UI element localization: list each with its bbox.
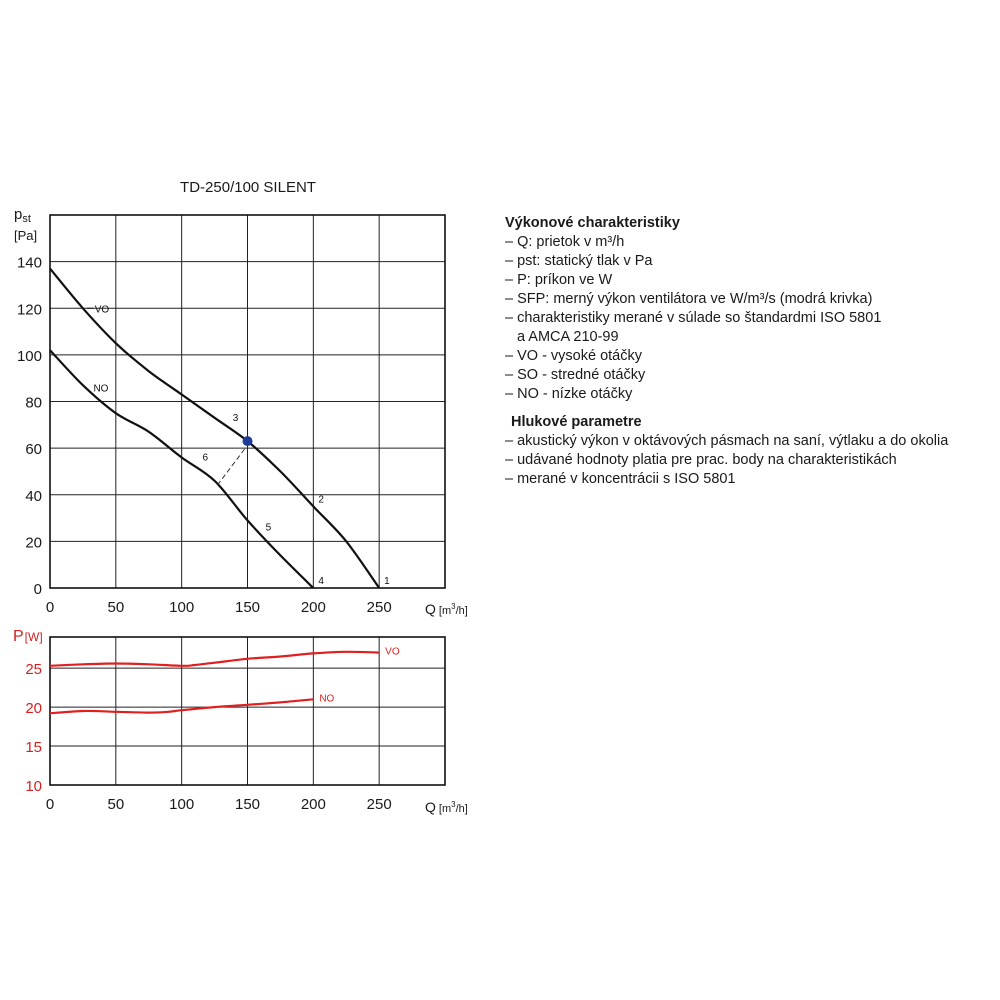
legend-item-p: – P: príkon ve W	[505, 272, 613, 288]
legend-item-standards-cont: a AMCA 210-99	[517, 329, 619, 345]
pressure-chart	[14, 179, 468, 617]
point-label: 6	[202, 452, 209, 464]
x-axis-unit-post: /h]	[455, 803, 468, 815]
y-tick-label: 20	[25, 700, 42, 718]
legend-item-pst: – pst: statický tlak v Pa	[505, 253, 653, 269]
operating-point-link	[217, 449, 244, 485]
point-label: 1	[384, 576, 390, 587]
y-tick-label: 40	[25, 487, 42, 505]
legend-item-standards: – charakteristiky merané v súlade so štandardmi ISO 5801	[505, 310, 882, 326]
y-tick-label: 15	[25, 739, 42, 757]
chart-title: TD-250/100 SILENT	[180, 179, 316, 196]
x-tick-label: 0	[45, 599, 55, 616]
x-tick-label: 50	[107, 599, 125, 616]
legend-item-vo: – VO - vysoké otáčky	[505, 348, 642, 364]
point-label: 5	[265, 522, 272, 534]
x-axis-unit: [m	[438, 803, 452, 815]
legend-title-performance: Výkonové charakteristiky	[505, 215, 680, 231]
y-axis-unit: [W]	[24, 630, 43, 644]
x-tick-label: 150	[234, 599, 261, 616]
point-label: 3	[232, 412, 239, 424]
legend-list-noise	[505, 432, 985, 489]
y-axis-unit: [Pa]	[14, 228, 38, 243]
y-tick-label: 140	[16, 254, 42, 272]
legend-item-acoustic: – akustický výkon v oktávových pásmach na saní, výtlaku a do okolia	[505, 433, 949, 449]
series-label-vo: VO	[385, 646, 400, 658]
series-label-no: NO	[319, 693, 335, 705]
y-tick-label: 80	[25, 394, 42, 412]
y-tick-label: 10	[25, 778, 42, 795]
legend-item-values: – udávané hodnoty platia pre prac. body na charakteristikách	[505, 452, 897, 468]
legend-panel	[505, 214, 985, 489]
series-line-vo	[50, 652, 379, 666]
legend-item-q: – Q: prietok v m³/h	[505, 234, 625, 250]
legend-title-noise: Hlukové parametre	[511, 414, 642, 430]
x-axis-unit-sup: 3	[451, 602, 456, 611]
x-tick-label: 50	[107, 796, 125, 813]
series-label-no: NO	[93, 383, 109, 395]
y-tick-label: 60	[25, 441, 42, 459]
series-line-vo	[50, 269, 379, 588]
legend-item-measured: – merané v koncentrácii s ISO 5801	[505, 471, 736, 487]
x-axis-label	[425, 799, 468, 815]
x-tick-label: 200	[300, 796, 326, 813]
x-tick-label: 150	[234, 796, 261, 813]
point-label: 2	[318, 494, 324, 506]
x-tick-label: 0	[45, 796, 55, 813]
legend-item-sfp: – SFP: merný výkon ventilátora ve W/m³/s (modrá krivka)	[505, 291, 873, 307]
x-axis-label	[425, 601, 468, 617]
operating-point-marker	[243, 436, 253, 446]
y-axis-label-p: p	[14, 206, 23, 223]
y-axis-label	[14, 206, 31, 225]
x-tick-label: 100	[169, 599, 195, 616]
x-axis-unit-post: /h]	[455, 605, 468, 617]
x-axis-unit: [m	[438, 605, 452, 617]
series-label-vo: VO	[94, 304, 110, 316]
x-axis-label-q: Q	[425, 601, 436, 617]
x-tick-label: 100	[169, 796, 195, 813]
y-tick-label: 120	[16, 301, 42, 319]
y-tick-label: 100	[16, 347, 42, 365]
legend-list-performance	[505, 233, 985, 404]
y-axis-label-p: P	[13, 628, 24, 645]
x-tick-label: 250	[366, 796, 392, 813]
legend-item-no: – NO - nízke otáčky	[505, 386, 633, 402]
legend-item-so: – SO - stredné otáčky	[505, 367, 646, 383]
y-tick-label: 20	[25, 534, 42, 552]
y-tick-label: 0	[33, 581, 42, 598]
x-axis-unit-sup: 3	[451, 800, 456, 809]
x-tick-label: 250	[366, 599, 392, 616]
point-label: 4	[318, 576, 324, 587]
power-chart	[13, 628, 468, 815]
y-axis-label-sub: st	[22, 213, 31, 225]
y-axis-label	[13, 628, 43, 645]
x-tick-label: 200	[300, 599, 326, 616]
x-axis-label-q: Q	[425, 799, 436, 815]
y-tick-label: 25	[25, 661, 42, 679]
